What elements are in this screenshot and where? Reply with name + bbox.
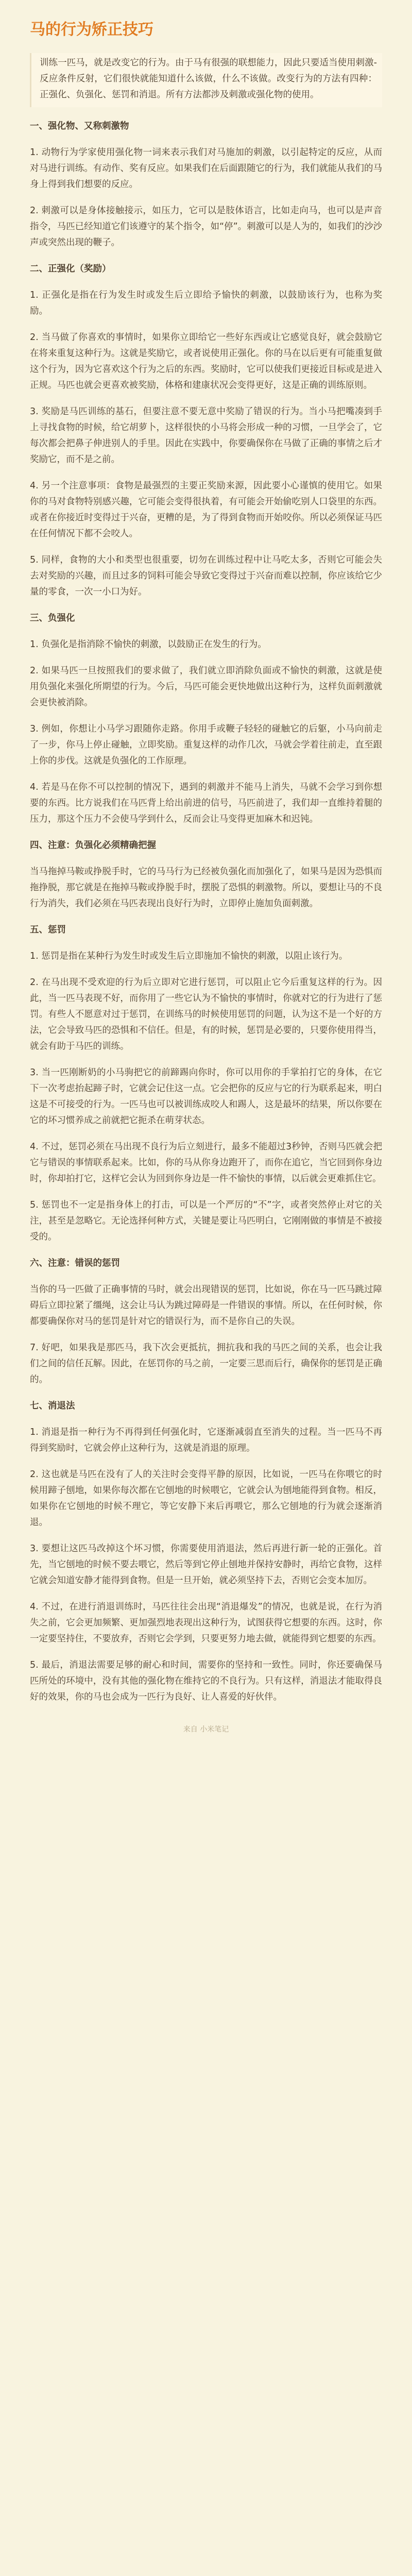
body-paragraph: 3. 奖励是马匹训练的基石，但要注意不要无意中奖励了错误的行为。当小马把嘴凑到手上寻找食物的时候，给它胡萝卜，这样很快的小马将会形成一种的习惯，一旦学会了，它每次都会把鼻子伸进别人的手里。因此在实践中，你要确保你在马做了正确的事情之后才奖励它，而不是之前。 [30, 406, 382, 465]
body-paragraph: 1. 惩罚是指在某种行为发生时或发生后立即施加不愉快的刺激，以阻止该行为。 [30, 951, 348, 961]
body-paragraph: 7. 好吧，如果我是那匹马，我下次会更抵抗，拥抗我和我的马匹之间的关系，也会让我们之间的信任瓦解。因此，在惩罚你的马之前，一定要三思而后行，确保你的惩罚是正确的。 [30, 1343, 382, 1385]
body-paragraph: 4. 若是马在你不可以控制的情况下，遇到的刺激并不能马上消失，马就不会学习到你想要的东西。比方说我们在马匹背上给出前进的信号，马匹前进了，我们却一直维持着腿的压力，那这个压力不会使马学到什么，反而会让马变得更加麻木和迟钝。 [30, 782, 382, 824]
body-paragraph: 5. 最后，消退法需要足够的耐心和时间，需要你的坚持和一致性。同时，你还要确保马匹所处的环境中，没有其他的强化物在维持它的不良行为。只有这样，消退法才能取得良好的效果，你的马也会成为一匹行为良好、让人喜爱的好伙伴。 [30, 1660, 382, 1702]
body-paragraph: 当马拖掉马鞍或挣脱手时，它的马马行为已经被负强化而加强化了，如果马是因为恐惧而拖挣脱，那它就是在拖掉马鞍或挣脱手时，摆脱了恐惧的刺激物。所以，要想让马的不良行为消失，我们必须在马匹表现出良好行为时，立即停止施加负面刺激。 [30, 867, 382, 909]
intro-quote-block [30, 53, 382, 107]
section-heading: 二、正强化（奖励） [30, 264, 111, 274]
body-paragraph: 3. 当一匹刚断奶的小马驹把它的前蹄踢向你时，你可以用你的手掌拍打它的身体，在它下一次考虑抬起蹄子时，它就会记住这一点。它会把你的反应与它的行为联系起来，明白这是不可接受的行为。一匹马也可以被训练成咬人和踢人，这是最坏的结果，所以你要在它的坏习惯养成之前就把它扼杀在萌芽状态。 [30, 1067, 382, 1126]
body-paragraph: 5. 惩罚也不一定是指身体上的打击，可以是一个严厉的“不”字，或者突然停止对它的关注，甚至是忽略它。无论选择何种方式，关键是要让马匹明白，它刚刚做的事情是不被接受的。 [30, 1200, 382, 1242]
section-heading: 五、惩罚 [30, 925, 66, 935]
body-paragraph: 3. 要想让这匹马改掉这个坏习惯，你需要使用消退法，然后再进行新一轮的正强化。首先，当它刨地的时候不要去喂它，然后等到它停止刨地并保持安静时，再给它食物，这样它就会知道安静才能得到食物。但是一旦开始，就必须坚持下去，否则它会变本加厉。 [30, 1544, 382, 1586]
body-paragraph: 1. 消退是指一种行为不再得到任何强化时，它逐渐减弱直至消失的过程。当一匹马不再得到奖励时，它就会停止这种行为，这就是消退的原理。 [30, 1427, 382, 1453]
intro-paragraph: 训练一匹马，就是改变它的行为。由于马有很强的联想能力，因此只要适当使用刺激-反应条件反射，它们很快就能知道什么该做，什么不该做。改变行为的方法有四种：正强化、负强化、惩罚和消退。所有方法都涉及刺激或强化物的使用。 [40, 58, 377, 100]
body-paragraph: 当你的马一匹做了正确事情的马时，就会出现错误的惩罚，比如说，你在马一匹马跳过障碍后立即拉紧了缰绳，这会让马认为跳过障碍是一件错误的事情。所以，在任何时候，你都要确保你对马的惩罚是针对它的错误行为，而不是你自己的失误。 [30, 1284, 382, 1327]
body-paragraph: 2. 这也就是马匹在没有了人的关注时会变得平静的原因，比如说，一匹马在你喂它的时候用蹄子刨地，如果你每次都在它刨地的时候喂它，它就会认为刨地能得到食物。相反，如果你在它刨地的时候不理它，等它安静下来后再喂它，那么它刨地的行为就会逐渐消退。 [30, 1469, 382, 1528]
body-paragraph: 1. 动物行为学家使用强化物一词来表示我们对马施加的刺激，以引起特定的反应，从而对马进行训练。有动作、奖有反应。如果我们在后面跟随它的行为，我们就能从我们的马身上得到我们想要的反应。 [30, 147, 382, 190]
body-paragraph: 4. 不过，在进行消退训练时，马匹往往会出现“消退爆发”的情况，也就是说，在行为消失之前，它会更加频繁、更加强烈地表现出这种行为，试图获得它想要的东西。这时，你一定要坚持住，不要放弃，否则它会学到，只要更努力地去做，就能得到它想要的东西。 [30, 1602, 382, 1644]
section-heading: 三、负强化 [30, 613, 75, 623]
body-paragraph: 2. 如果马匹一旦按照我们的要求做了，我们就立即消除负面或不愉快的刺激，这就是使用负强化来强化所期望的行为。今后，马匹可能会更快地做出这种行为，这样负面刺激就会更快被消除。 [30, 666, 382, 708]
body-paragraph: 1. 正强化是指在行为发生时或发生后立即给予愉快的刺激，以鼓励该行为，也称为奖励。 [30, 290, 382, 316]
page-title: 马的行为矫正技巧 [30, 21, 153, 39]
note-content [30, 118, 382, 1705]
body-paragraph: 5. 同样，食物的大小和类型也很重要，切勿在训练过程中让马吃太多，否则它可能会失去对奖励的兴趣，而且过多的饲料可能会导致它变得过于兴奋而难以控制，你应该给它少量的零食，一次一小口为好。 [30, 555, 382, 597]
body-paragraph: 2. 在马出现不受欢迎的行为后立即对它进行惩罚，可以阻止它今后重复这样的行为。因此，当一匹马表现不好，而你用了一些它认为不愉快的事情时，你就对它的行为进行了惩罚。有些人不愿意对过于惩罚，在训练马的时候使用惩罚的问题，认为这不是一个好的方法，它会导致马匹的恐惧和不信任。但是，有的时候，惩罚是必要的，只要你使用得当，就会有助于马匹的训练。 [30, 977, 382, 1052]
section-heading: 七、消退法 [30, 1401, 75, 1411]
body-paragraph: 3. 例如，你想让小马学习跟随你走路。你用手或鞭子轻轻的碰触它的后躯，小马向前走了一步，你马上停止碰触，立即奖励。重复这样的动作几次，马就会学着往前走，直至跟上你的步伐。这就是负强化的工作原理。 [30, 724, 382, 766]
section-heading: 六、注意：错误的惩罚 [30, 1258, 120, 1268]
body-paragraph: 4. 另一个注意事项：食物是最强烈的主要正奖励来源，因此要小心谨慎的使用它。如果你的马对食物特别感兴趣，它可能会变得很执着，有可能会开始偷吃别人口袋里的东西。或者在你接近时变得过于兴奋，更糟的是，为了得到食物而开始咬你。所以必须保证马匹在任何情况下都不会咬人。 [30, 481, 382, 539]
body-paragraph: 2. 当马做了你喜欢的事情时，如果你立即给它一些好东西或让它感觉良好，就会鼓励它在将来重复这种行为。这就是奖励它，或者说使用正强化。你的马在以后更有可能重复做这个行为，因为它喜欢这个行为之后的东西。奖励时，它可以使我们更接近目标或是进入正规。马匹也就会更喜欢被奖励，体格和建康状况会变得更好，这是正确的训练原则。 [30, 332, 382, 391]
body-paragraph: 2. 刺激可以是身体接触接示，如压力，它可以是肢体语言，比如走向马，也可以是声音指令，马匹已经知道它们该遵守的某个指令，如“停”。刺激可以是人为的，如我们的沙沙声或突然出现的鞭子。 [30, 206, 382, 248]
note-footer: 来自 小米笔记 [183, 1725, 229, 1734]
body-paragraph: 1. 负强化是指消除不愉快的刺激，以鼓励正在发生的行为。 [30, 639, 267, 650]
section-heading: 一、强化物、又称刺激物 [30, 121, 129, 131]
section-heading: 四、注意：负强化必须精确把握 [30, 840, 156, 851]
body-paragraph: 4. 不过，惩罚必须在马出现不良行为后立刻进行，最多不能超过3秒钟，否则马匹就会把它与错误的事情联系起来。比如，你的马从你身边跑开了，而你在追它，当它回到你身边时，你却拍打它，这样它会认为回到你身边是一件不愉快的事情，以后就会更难抓住它。 [30, 1142, 382, 1184]
